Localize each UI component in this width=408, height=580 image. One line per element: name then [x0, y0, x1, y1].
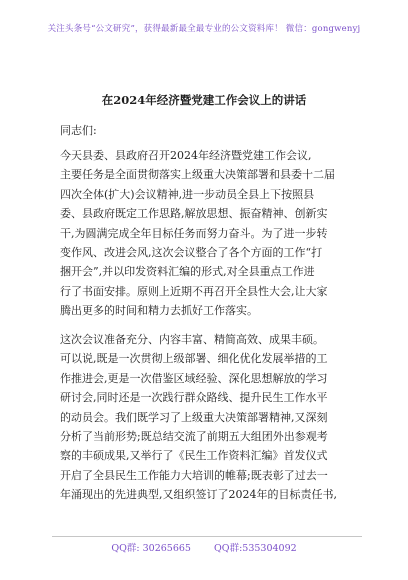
- paragraph-2: [60, 330, 360, 505]
- footer-qq-group-1: QQ群: 30265665: [111, 543, 191, 554]
- paragraph-line: 这次会议准备充分、内容丰富、精简高效、成果丰硕。: [60, 333, 324, 346]
- footer: [0, 540, 408, 554]
- header-banner: 关注头条号“公文研究”，获得最新最全最专业的公文资料库！ 微信：gongwenyj: [47, 24, 361, 34]
- paragraph-line: 今天县委、县政府召开2024年经济暨党建工作会议,: [60, 149, 312, 162]
- paragraph-line: 捆开会”,并以印发资料汇编的形式,对全县重点工作进: [60, 265, 315, 279]
- paragraph-line: 可以说,既是一次贯彻上级部署、细化优化发展举措的工: [60, 352, 328, 366]
- paragraph-line: 的动员会。我们既学习了上级重大决策部署精神,又深刻: [60, 410, 328, 424]
- paragraph-line: 研讨会,同时还是一次践行群众路线、提升民生工作水平: [60, 391, 328, 405]
- paragraph-line: 主要任务是全面贯彻落实上级重大决策部署和县委十二届: [60, 168, 335, 182]
- paragraph-1: [60, 146, 360, 321]
- paragraph-line: 察的丰硕成果,又举行了《民生工作资料汇编》首发仪式: [60, 449, 328, 463]
- footer-qq-group-2: QQ群:535304092: [214, 543, 297, 554]
- paragraph-line: 行了书面安排。原则上近期不再召开全县性大会,让大家: [60, 284, 328, 298]
- salutation: 同志们:: [60, 124, 97, 137]
- paragraph-line: 年涌现出的先进典型,又组织签订了2024年的目标责任书,: [60, 488, 337, 502]
- paragraph-line: 作推进会,更是一次借鉴区域经验、深化思想解放的学习: [60, 371, 328, 385]
- paragraph-line: 开启了全县民生工作能力大培训的帷幕;既表彰了过去一: [60, 468, 328, 482]
- paragraph-line: 干,为圆满完成全年目标任务而努力奋斗。为了进一步转: [60, 226, 328, 240]
- document-title: 在2024年经济暨党建工作会议上的讲话: [101, 93, 307, 107]
- footer-divider: [52, 536, 362, 537]
- paragraph-line: 腾出更多的时间和精力去抓好工作落实。: [60, 304, 258, 318]
- paragraph-line: 变作风、改进会风,这次会议整合了各个方面的工作“打: [60, 246, 323, 260]
- paragraph-line: 分析了当前形势;既总结交流了前期五大组团外出参观考: [60, 430, 328, 444]
- paragraph-line: 委、县政府既定工作思路,解放思想、振奋精神、创新实: [60, 207, 328, 221]
- paragraph-line: 四次全体(扩大)会议精神,进一步动员全县上下按照县: [60, 187, 315, 201]
